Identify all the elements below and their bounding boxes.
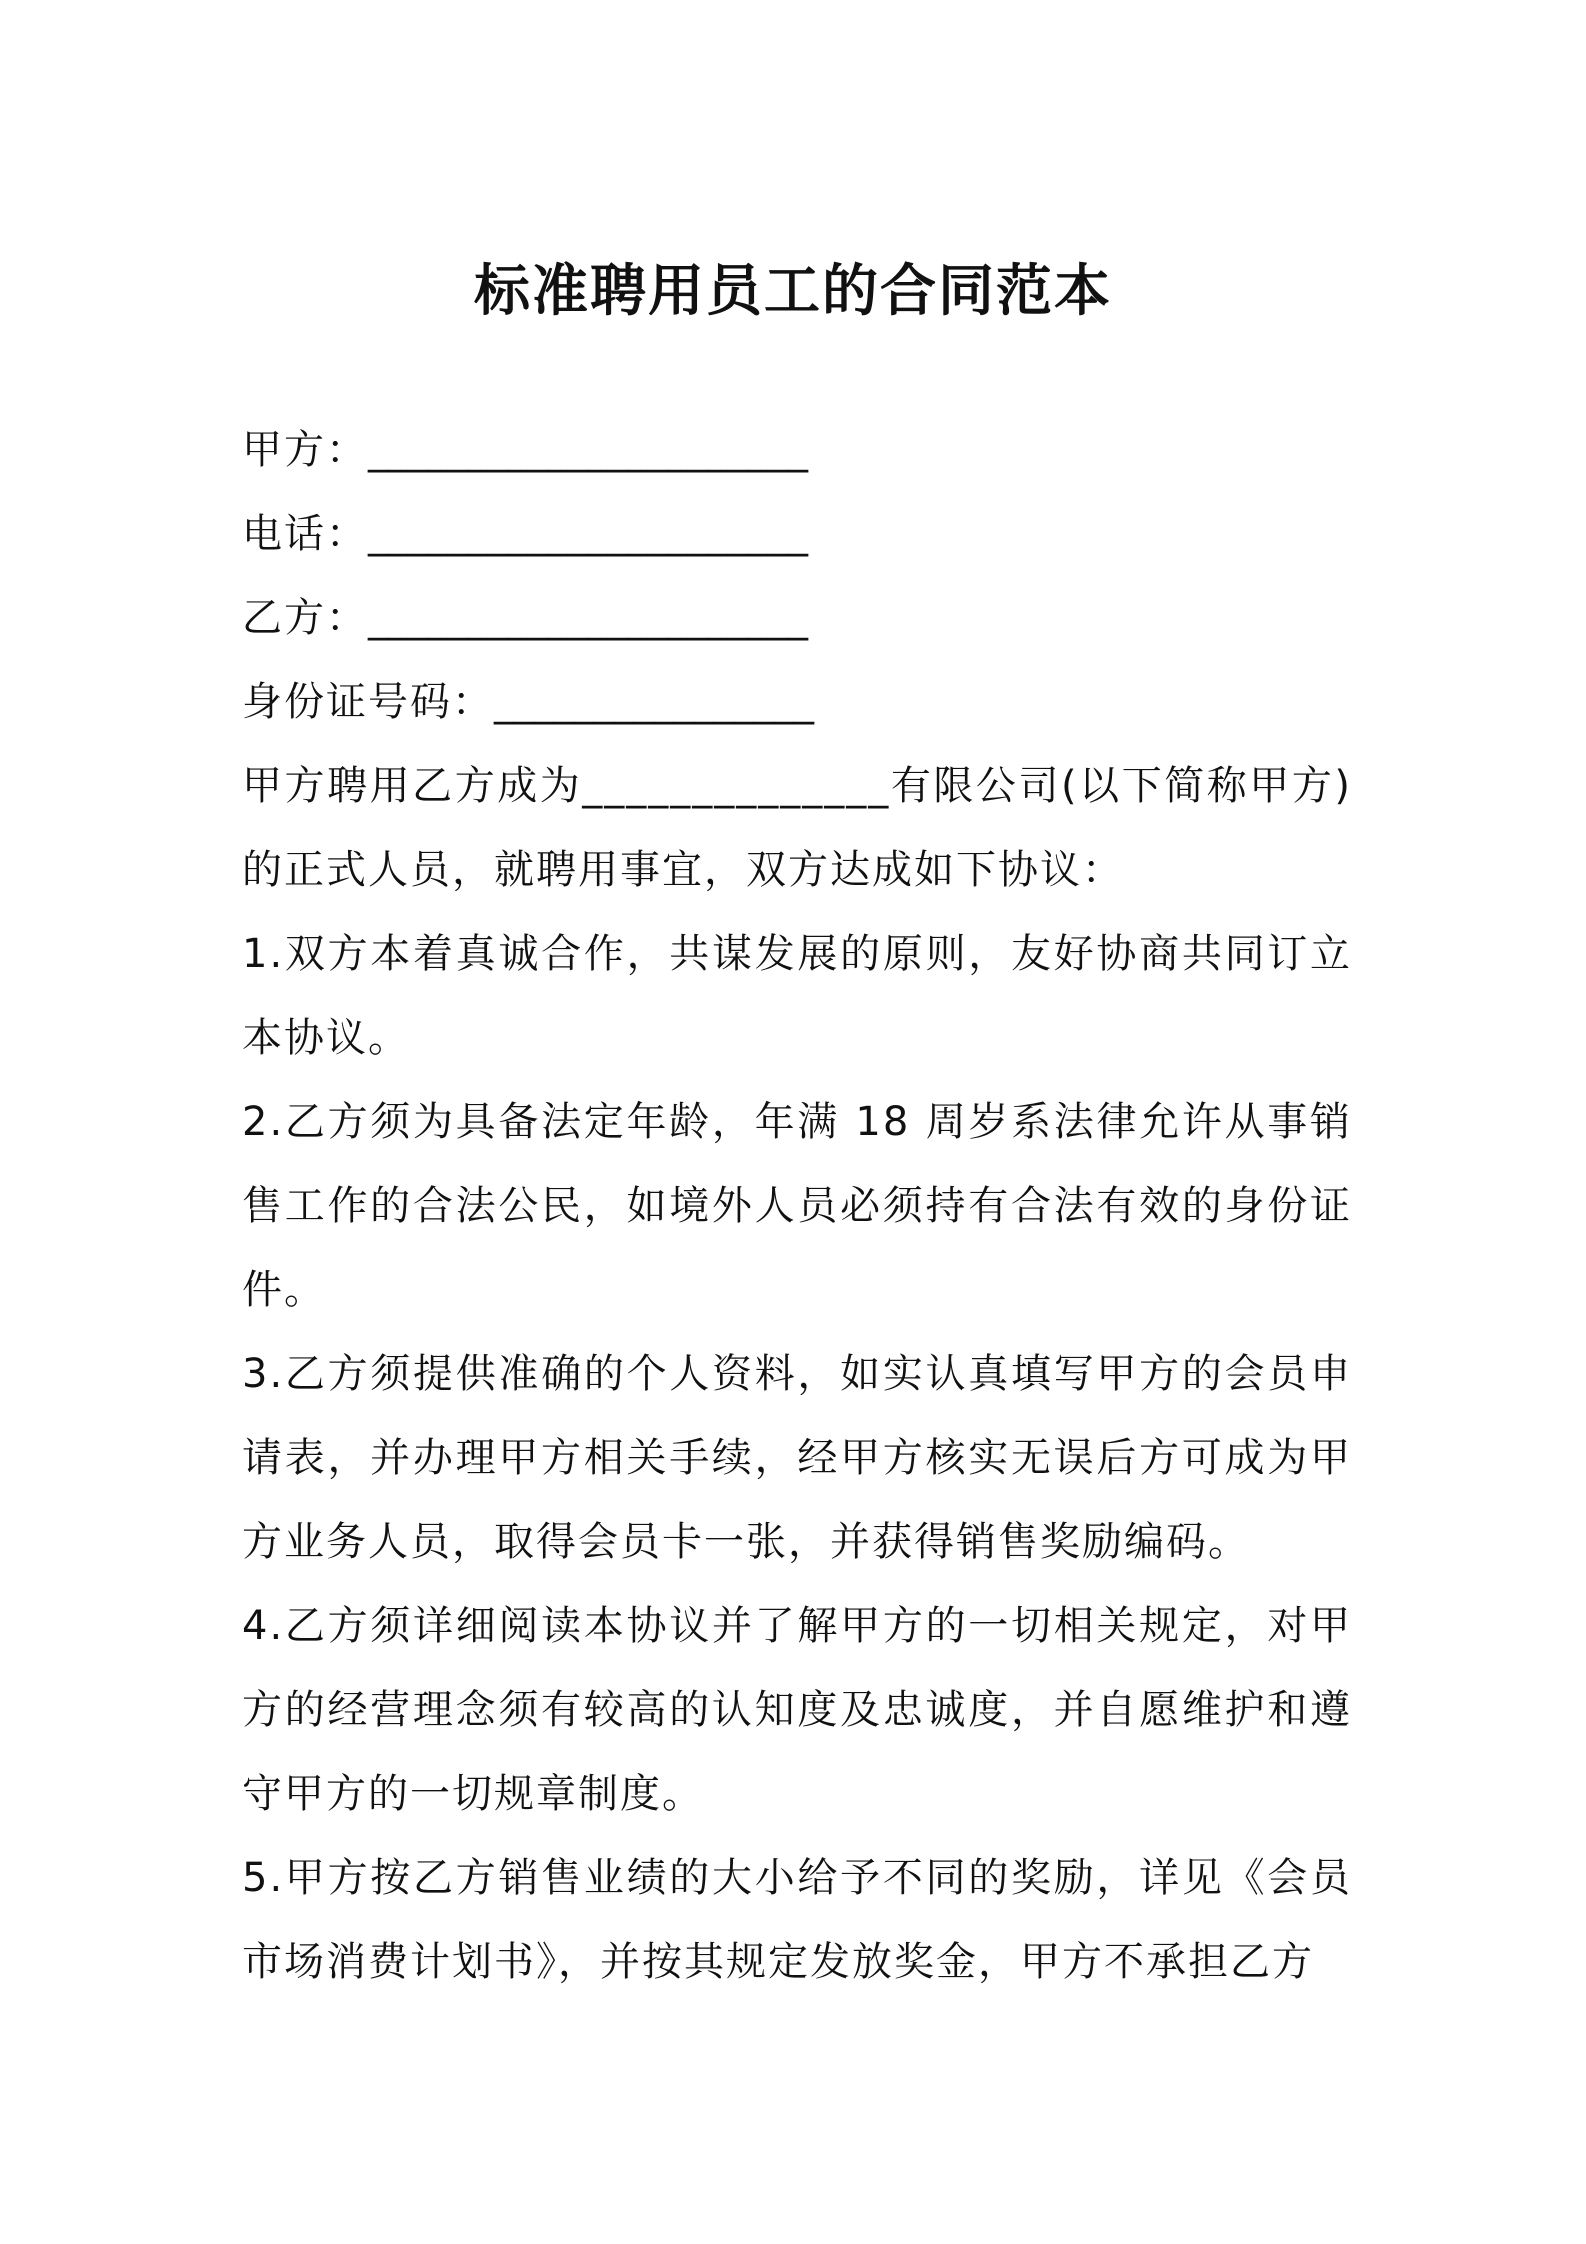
- party-a-blank: ______________________: [368, 427, 808, 473]
- party-a-label: 甲方：: [242, 427, 368, 473]
- id-number-label: 身份证号码：: [242, 679, 494, 725]
- intro-paragraph: 甲方聘用乙方成为______________有限公司(以下简称甲方)的正式人员，就聘用事宜，双方达成如下协议：: [242, 763, 1352, 893]
- party-b-field: [242, 576, 1352, 660]
- id-number-blank: ________________: [494, 679, 814, 725]
- id-number-field: [242, 660, 1352, 744]
- document-body: [242, 408, 1352, 2004]
- party-a-field: [242, 408, 1352, 492]
- clause-3: 3.乙方须提供准确的个人资料，如实认真填写甲方的会员申请表，并办理甲方相关手续，经甲方核实无误后方可成为甲方业务人员，取得会员卡一张，并获得销售奖励编码。: [242, 1351, 1352, 1565]
- party-b-label: 乙方：: [242, 595, 368, 641]
- party-b-blank: ______________________: [368, 595, 808, 641]
- clause-4: 4.乙方须详细阅读本协议并了解甲方的一切相关规定，对甲方的经营理念须有较高的认知度及忠诚度，并自愿维护和遵守甲方的一切规章制度。: [242, 1603, 1352, 1817]
- clause-5: 5.甲方按乙方销售业绩的大小给予不同的奖励，详见《会员市场消费计划书》，并按其规定发放奖金，甲方不承担乙方: [242, 1855, 1352, 1985]
- phone-field: [242, 492, 1352, 576]
- clause-2: 2.乙方须为具备法定年龄，年满 18 周岁系法律允许从事销售工作的合法公民，如境外人员必须持有合法有效的身份证件。: [242, 1099, 1352, 1313]
- document-title: 标准聘用员工的合同范本: [474, 259, 1112, 324]
- phone-blank: ______________________: [368, 511, 808, 557]
- phone-label: 电话：: [242, 511, 368, 557]
- clause-1: 1.双方本着真诚合作，共谋发展的原则，友好协商共同订立本协议。: [242, 931, 1352, 1061]
